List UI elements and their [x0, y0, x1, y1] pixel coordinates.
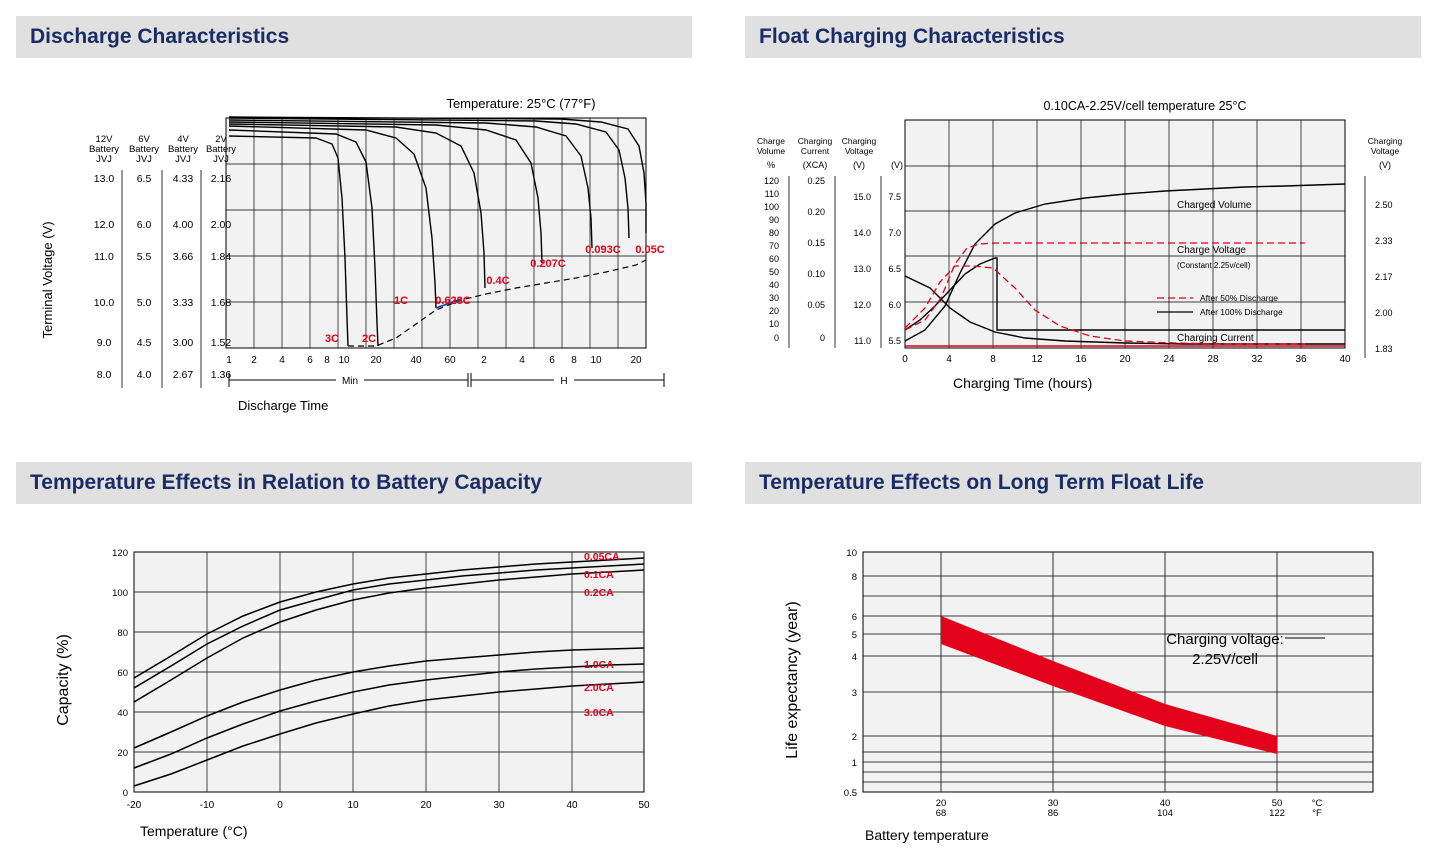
panel-temp-capacity-title: Temperature Effects in Relation to Battery Capacity — [16, 462, 692, 504]
svg-text:After 50% Discharge: After 50% Discharge — [1200, 293, 1278, 303]
svg-text:5: 5 — [851, 630, 857, 641]
svg-text:120: 120 — [112, 548, 128, 559]
svg-text:2.00: 2.00 — [1375, 308, 1393, 318]
svg-text:40: 40 — [117, 708, 128, 719]
svg-text:2.0CA: 2.0CA — [584, 682, 614, 694]
svg-text:Battery: Battery — [88, 144, 120, 155]
svg-text:80: 80 — [768, 228, 779, 238]
svg-text:2.17: 2.17 — [1375, 272, 1393, 282]
svg-text:2C: 2C — [361, 333, 377, 345]
svg-text:0: 0 — [819, 333, 825, 343]
axis-charging-current — [807, 176, 825, 343]
plot-background — [226, 118, 646, 348]
svg-text:0.05C: 0.05C — [635, 244, 665, 256]
svg-text:5.0: 5.0 — [136, 297, 152, 309]
svg-text:80: 80 — [117, 628, 128, 639]
float-life-y-ticks — [844, 548, 857, 799]
svg-text:8.0: 8.0 — [96, 369, 112, 381]
discharge-chart — [16, 58, 692, 428]
svg-text:0.093C: 0.093C — [585, 244, 621, 256]
float-x-axis-label: Charging Time (hours) — [953, 375, 1093, 391]
svg-text:40: 40 — [410, 355, 422, 366]
svg-text:5.5: 5.5 — [136, 251, 152, 263]
svg-text:50: 50 — [1271, 798, 1283, 809]
panel-float-life-title: Temperature Effects on Long Term Float Life — [745, 462, 1421, 504]
svg-text:4V: 4V — [177, 134, 189, 145]
svg-text:122: 122 — [1269, 808, 1285, 819]
svg-text:60: 60 — [117, 668, 128, 679]
svg-text:0.207C: 0.207C — [530, 258, 566, 270]
svg-text:6: 6 — [549, 355, 555, 366]
svg-text:Charging: Charging — [841, 136, 877, 146]
panel-float-charging — [745, 16, 1421, 428]
svg-text:Charged Volume: Charged Volume — [1177, 200, 1252, 211]
discharge-temperature-note: Temperature: 25°C (77°F) — [446, 96, 596, 111]
svg-text:0.1CA: 0.1CA — [584, 569, 614, 581]
svg-text:JVJ: JVJ — [96, 154, 112, 165]
svg-text:10.0: 10.0 — [93, 297, 115, 309]
float-charging-chart-svg — [745, 58, 1421, 428]
panel-float-life — [745, 462, 1421, 852]
axis-charging-voltage-cell — [888, 192, 901, 346]
svg-text:50: 50 — [638, 800, 650, 811]
svg-text:40: 40 — [768, 280, 779, 290]
svg-text:Charge Voltage: Charge Voltage — [1177, 245, 1246, 256]
svg-text:20: 20 — [370, 355, 382, 366]
svg-text:24: 24 — [1163, 354, 1175, 365]
svg-text:1.68: 1.68 — [210, 297, 232, 309]
svg-text:20: 20 — [1119, 354, 1131, 365]
svg-text:1.83: 1.83 — [1375, 344, 1393, 354]
svg-text:Voltage: Voltage — [844, 146, 874, 156]
svg-text:°C: °C — [1311, 798, 1323, 809]
svg-text:4: 4 — [946, 354, 952, 365]
svg-text:1: 1 — [226, 355, 232, 366]
svg-text:3.0CA: 3.0CA — [584, 707, 614, 719]
svg-text:Charge: Charge — [757, 136, 785, 146]
svg-text:20: 20 — [117, 748, 128, 759]
svg-text:3.33: 3.33 — [172, 297, 194, 309]
svg-text:86: 86 — [1047, 808, 1059, 819]
panel-float-charging-title: Float Charging Characteristics — [745, 16, 1421, 58]
svg-text:Current: Current — [800, 146, 830, 156]
svg-text:36: 36 — [1295, 354, 1307, 365]
capacity-x-ticks — [127, 800, 650, 811]
svg-text:-20: -20 — [126, 800, 142, 811]
svg-text:Charging voltage:: Charging voltage: — [1166, 631, 1284, 648]
svg-text:1C: 1C — [393, 295, 409, 307]
svg-text:Charging: Charging — [1367, 136, 1403, 146]
svg-text:32: 32 — [1251, 354, 1263, 365]
svg-text:8: 8 — [324, 355, 330, 366]
temp-capacity-chart-svg — [16, 504, 692, 852]
axis-charge-volume — [764, 176, 779, 343]
svg-text:2: 2 — [481, 355, 487, 366]
float-charging-chart — [745, 58, 1421, 428]
svg-text:20: 20 — [768, 306, 779, 316]
svg-text:2.67: 2.67 — [172, 369, 194, 381]
capacity-y-ticks — [112, 548, 128, 799]
svg-text:10: 10 — [347, 800, 359, 811]
scale-rulers — [122, 170, 201, 388]
float-life-chart-svg — [745, 504, 1421, 852]
svg-text:(V): (V) — [1379, 160, 1391, 170]
svg-text:12.0: 12.0 — [853, 300, 871, 310]
svg-text:7.0: 7.0 — [888, 228, 901, 238]
svg-text:100: 100 — [112, 588, 128, 599]
svg-text:After 100% Discharge: After 100% Discharge — [1200, 307, 1283, 317]
svg-text:2.50: 2.50 — [1375, 200, 1393, 210]
svg-text:3C: 3C — [324, 333, 340, 345]
svg-text:4.0: 4.0 — [136, 369, 152, 381]
svg-text:104: 104 — [1157, 808, 1173, 819]
svg-text:1.52: 1.52 — [210, 337, 232, 349]
svg-text:-10: -10 — [199, 800, 215, 811]
svg-text:3: 3 — [851, 688, 857, 699]
svg-text:20: 20 — [935, 798, 947, 809]
svg-text:6: 6 — [307, 355, 313, 366]
svg-text:1: 1 — [851, 758, 857, 769]
svg-text:0.05: 0.05 — [807, 300, 825, 310]
svg-text:Battery: Battery — [128, 144, 160, 155]
svg-text:6.5: 6.5 — [136, 173, 152, 185]
svg-text:JVJ: JVJ — [175, 154, 191, 165]
svg-text:8: 8 — [990, 354, 996, 365]
svg-text:5.5: 5.5 — [888, 336, 901, 346]
panel-discharge — [16, 16, 692, 428]
svg-text:6.0: 6.0 — [888, 300, 901, 310]
svg-text:0.25: 0.25 — [807, 176, 825, 186]
panel-discharge-title: Discharge Characteristics — [16, 16, 692, 58]
axis-charging-voltage-12v — [853, 192, 871, 346]
discharge-chart-svg — [16, 58, 692, 428]
float-life-chart — [745, 504, 1421, 852]
svg-text:0.5: 0.5 — [843, 788, 857, 799]
svg-text:3.66: 3.66 — [172, 251, 194, 263]
svg-text:0: 0 — [277, 800, 283, 811]
svg-text:11.0: 11.0 — [94, 251, 114, 263]
svg-text:2: 2 — [251, 355, 257, 366]
svg-text:13.0: 13.0 — [853, 264, 871, 274]
capacity-y-axis-label: Capacity (%) — [55, 634, 72, 726]
svg-text:100: 100 — [763, 202, 779, 212]
svg-text:4.33: 4.33 — [172, 173, 194, 185]
svg-text:6.0: 6.0 — [136, 219, 152, 231]
svg-text:0.20: 0.20 — [807, 207, 825, 217]
svg-text:14.0: 14.0 — [853, 228, 871, 238]
svg-text:8: 8 — [851, 572, 857, 583]
svg-text:8: 8 — [571, 355, 577, 366]
svg-text:2: 2 — [851, 732, 857, 743]
svg-text:90: 90 — [768, 215, 779, 225]
svg-text:Charging Current: Charging Current — [1177, 333, 1254, 344]
svg-text:0.05CA: 0.05CA — [584, 551, 620, 563]
svg-text:10: 10 — [590, 355, 602, 366]
svg-text:28: 28 — [1207, 354, 1219, 365]
svg-text:H: H — [560, 376, 568, 387]
svg-text:10: 10 — [338, 355, 350, 366]
discharge-x-axis-label: Discharge Time — [238, 398, 329, 413]
float-life-x-axis-label: Battery temperature — [865, 827, 989, 843]
svg-text:Battery: Battery — [205, 144, 237, 155]
svg-text:Min: Min — [341, 376, 359, 387]
svg-text:0: 0 — [902, 354, 908, 365]
svg-text:4: 4 — [851, 652, 857, 663]
svg-text:60: 60 — [444, 355, 456, 366]
capacity-x-axis-label: Temperature (°C) — [140, 823, 248, 839]
float-life-y-axis-label: Life expectancy (year) — [784, 601, 801, 759]
temp-capacity-chart — [16, 504, 692, 852]
svg-text:12V: 12V — [95, 134, 113, 145]
svg-text:0: 0 — [122, 788, 128, 799]
svg-text:(V): (V) — [853, 160, 865, 170]
svg-text:2.33: 2.33 — [1375, 236, 1393, 246]
svg-text:JVJ: JVJ — [136, 154, 152, 165]
svg-text:12: 12 — [1031, 354, 1043, 365]
float-x-ticks — [902, 354, 1351, 365]
svg-text:10: 10 — [768, 319, 779, 329]
svg-text:6V: 6V — [138, 134, 150, 145]
svg-text:7.5: 7.5 — [888, 192, 901, 202]
svg-text:110: 110 — [764, 189, 779, 199]
svg-text:0.10: 0.10 — [807, 269, 825, 279]
svg-text:12.0: 12.0 — [93, 219, 115, 231]
plot-background — [863, 552, 1373, 792]
svg-text:2.16: 2.16 — [210, 173, 232, 185]
svg-text:2V: 2V — [215, 134, 227, 145]
svg-text:0.2CA: 0.2CA — [584, 587, 614, 599]
svg-text:68: 68 — [935, 808, 947, 819]
scale-headers — [89, 134, 236, 165]
svg-text:2.00: 2.00 — [210, 219, 232, 231]
svg-text:15.0: 15.0 — [853, 192, 871, 202]
float-life-x-ticks — [936, 798, 1323, 819]
svg-text:4: 4 — [519, 355, 525, 366]
svg-text:20: 20 — [630, 355, 642, 366]
svg-text:30: 30 — [768, 293, 779, 303]
axis-right-voltage — [1375, 200, 1393, 354]
svg-text:10: 10 — [846, 548, 857, 559]
discharge-y-axis-label: Terminal Voltage (V) — [40, 221, 55, 339]
svg-text:30: 30 — [493, 800, 505, 811]
svg-text:16: 16 — [1075, 354, 1087, 365]
svg-text:Volume: Volume — [756, 146, 786, 156]
svg-text:30: 30 — [1047, 798, 1059, 809]
svg-text:0.15: 0.15 — [807, 238, 825, 248]
svg-text:70: 70 — [768, 241, 779, 251]
svg-text:(Constant 2.25v/cell): (Constant 2.25v/cell) — [1177, 261, 1251, 270]
svg-text:4: 4 — [279, 355, 285, 366]
svg-text:120: 120 — [763, 176, 779, 186]
svg-text:6.5: 6.5 — [888, 264, 901, 274]
svg-text:40: 40 — [1159, 798, 1171, 809]
svg-text:60: 60 — [768, 254, 779, 264]
svg-text:6: 6 — [851, 612, 857, 623]
svg-text:0: 0 — [773, 333, 779, 343]
svg-text:9.0: 9.0 — [96, 337, 112, 349]
svg-text:1.84: 1.84 — [210, 251, 232, 263]
svg-text:(XCA): (XCA) — [802, 160, 828, 170]
svg-text:4.5: 4.5 — [136, 337, 152, 349]
float-note: 0.10CA-2.25V/cell temperature 25°C — [1043, 99, 1247, 113]
svg-text:20: 20 — [420, 800, 432, 811]
panel-temp-capacity — [16, 462, 692, 852]
svg-text:3.00: 3.00 — [172, 337, 194, 349]
svg-text:50: 50 — [768, 267, 779, 277]
svg-text:Voltage: Voltage — [1370, 146, 1400, 156]
svg-text:13.0: 13.0 — [93, 173, 115, 185]
scale-values — [94, 173, 232, 381]
svg-text:(V): (V) — [891, 160, 903, 170]
svg-text:0.628C: 0.628C — [435, 295, 471, 307]
svg-text:11.0: 11.0 — [854, 336, 871, 346]
svg-text:Charging: Charging — [797, 136, 833, 146]
svg-text:Battery: Battery — [167, 144, 199, 155]
svg-text:40: 40 — [1339, 354, 1351, 365]
svg-text:JVJ: JVJ — [213, 154, 229, 165]
svg-text:%: % — [766, 160, 776, 170]
svg-text:0.4C: 0.4C — [486, 275, 510, 287]
x-tick-labels — [226, 355, 642, 366]
svg-text:1.36: 1.36 — [210, 369, 232, 381]
svg-text:°F: °F — [1312, 808, 1322, 819]
svg-text:4.00: 4.00 — [172, 219, 194, 231]
svg-text:40: 40 — [566, 800, 578, 811]
svg-text:2.25V/cell: 2.25V/cell — [1192, 651, 1258, 668]
svg-text:1.0CA: 1.0CA — [584, 659, 614, 671]
axis-span-arrows — [229, 373, 664, 387]
